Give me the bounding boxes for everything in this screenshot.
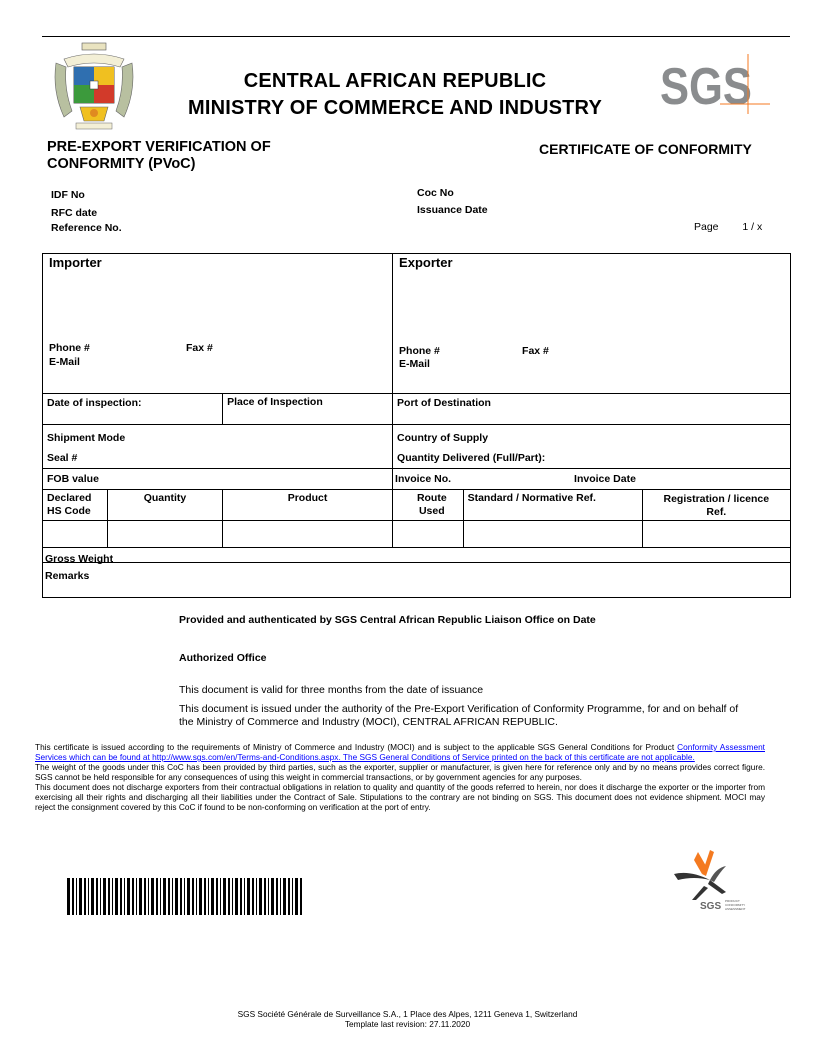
barcode-bar — [180, 878, 182, 915]
barcode-bar — [91, 878, 94, 915]
barcode-bar — [232, 878, 233, 915]
barcode-bar — [175, 878, 178, 915]
page-value: 1 / x — [742, 221, 763, 233]
legal-paragraph-3: This document does not discharge exporters from their contractual obligations in relation to quality and quantity of the goods referred to herein, nor does it discharge the exporter or the importer from exercising all their rights and discharging all their liabilities under the Contract of Sale. Stipulations to the contrary are not binding on SGS. This document does not evidence shipment. MOCI may reject the consignment covered by this CoC if found to be non-conforming on verification at the port of entry. — [35, 782, 765, 812]
footer — [0, 1009, 815, 1029]
invoice-cell — [393, 469, 791, 490]
barcode-bar — [252, 878, 254, 915]
pca-logo-line1: PRODUCT — [725, 899, 740, 903]
port-of-destination: Port of Destination — [393, 394, 791, 425]
barcode-bar — [79, 878, 82, 915]
quantity-delivered-label: Quantity Delivered (Full/Part): — [397, 452, 546, 464]
barcode-bar — [283, 878, 286, 915]
barcode-bar — [120, 878, 122, 915]
sgs-product-conformity-logo — [670, 846, 750, 916]
terms-link[interactable]: Conformity Assessment Services which can be found at http://www.sgs.com/en/Terms-and-Conditions.aspx. The SGS General Conditions of Service printed on the back of this certificate are not applicable. — [35, 742, 765, 762]
barcode-bar — [264, 878, 266, 915]
exporter-fax-label: Fax # — [522, 345, 549, 357]
barcode-bar — [292, 878, 293, 915]
importer-fax-label: Fax # — [186, 342, 213, 354]
exporter-label: Exporter — [399, 255, 453, 270]
barcode-bar — [144, 878, 146, 915]
barcode-bar — [72, 878, 74, 915]
barcode-bar — [172, 878, 173, 915]
col-standard: Standard / Normative Ref. — [463, 490, 642, 521]
provided-by-text: Provided and authenticated by SGS Central African Republic Liaison Office on Date — [179, 614, 596, 626]
date-of-inspection: Date of inspection: — [43, 394, 223, 425]
col-quantity: Quantity — [107, 490, 222, 521]
sgs-logo-text: SGS — [660, 58, 752, 116]
remarks-label: Remarks — [45, 570, 90, 582]
col-route-used: Route Used — [393, 490, 464, 521]
barcode-bar — [184, 878, 185, 915]
top-rule — [42, 36, 790, 37]
gross-weight-label: Gross Weight — [45, 553, 114, 565]
barcode-bar — [84, 878, 86, 915]
sgs-logo — [660, 54, 770, 118]
legal-paragraph-1: This certificate is issued according to the requirements of Ministry of Commerce and Industry (MOCI) and is subject to the applicable SGS General Conditions for Product — [35, 742, 675, 752]
barcode-bar — [67, 878, 70, 915]
barcode-bar — [124, 878, 125, 915]
barcode-bar — [192, 878, 194, 915]
programme-title: PRE-EXPORT VERIFICATION OF CONFORMITY (PVoC) — [47, 139, 271, 172]
page-indicator — [694, 221, 762, 233]
registration-cell — [642, 521, 790, 548]
barcode-bar — [228, 878, 230, 915]
legal-paragraph-2: The weight of the goods under this CoC has been provided by third parties, such as the exporter, supplier or manufacturer, is given here for reference only and by no means provides correct figure. SGS cannot be held responsible for any consequences of using this weight in commercial transactions, or by government agencies for any purposes. — [35, 762, 765, 782]
pca-logo-brand: SGS — [700, 901, 722, 912]
col-hs-code: Declared HS Code — [43, 490, 108, 521]
title-line-1: CENTRAL AFRICAN REPUBLIC — [243, 70, 547, 92]
barcode-bar — [216, 878, 218, 915]
exporter-box — [393, 254, 791, 394]
barcode-bar — [127, 878, 130, 915]
fob-value-label: FOB value — [43, 469, 393, 490]
barcode-bar — [160, 878, 161, 915]
idf-label: IDF No — [51, 189, 85, 201]
barcode-bar — [223, 878, 226, 915]
barcode-bar — [115, 878, 118, 915]
barcode-bar — [271, 878, 274, 915]
certificate-title: CERTIFICATE OF CONFORMITY — [539, 141, 752, 157]
hs-code-cell — [43, 521, 108, 548]
pca-logo-line3: ASSESSMENT — [725, 907, 746, 911]
barcode-bar — [240, 878, 242, 915]
seal-label: Seal # — [47, 452, 78, 464]
invoice-date-label: Invoice Date — [574, 473, 636, 485]
barcode-bar — [300, 878, 302, 915]
importer-box — [43, 254, 393, 394]
barcode-bar — [96, 878, 98, 915]
shipment-mode-label: Shipment Mode — [47, 432, 126, 444]
product-cell — [223, 521, 393, 548]
barcode-bar — [136, 878, 137, 915]
certificate-form — [42, 253, 791, 598]
barcode-bar — [88, 878, 89, 915]
barcode-bar — [235, 878, 238, 915]
barcode-bar — [256, 878, 257, 915]
barcode-bar — [211, 878, 214, 915]
exporter-email-label: E-Mail — [399, 358, 430, 370]
barcode-bar — [295, 878, 298, 915]
quantity-cell — [107, 521, 222, 548]
importer-phone-label: Phone # — [49, 342, 90, 354]
barcode-bar — [108, 878, 110, 915]
barcode-bar — [220, 878, 221, 915]
invoice-no-label: Invoice No. — [395, 473, 452, 485]
coc-label: Coc No — [417, 187, 454, 199]
place-of-inspection: Place of Inspection — [223, 394, 393, 425]
barcode-bar — [100, 878, 101, 915]
barcode-bar — [187, 878, 190, 915]
barcode-bar — [196, 878, 197, 915]
col-registration: Registration / licence Ref. — [642, 490, 790, 521]
barcode-bar — [151, 878, 154, 915]
route-cell — [393, 521, 464, 548]
reference-label: Reference No. — [51, 222, 122, 234]
authorized-office-label: Authorized Office — [179, 652, 267, 664]
barcode-bar — [168, 878, 170, 915]
barcode-bar — [132, 878, 134, 915]
barcode-bar — [244, 878, 245, 915]
importer-label: Importer — [49, 255, 102, 270]
col-product: Product — [223, 490, 393, 521]
barcode-bar — [156, 878, 158, 915]
standard-cell — [463, 521, 642, 548]
barcode-bar — [76, 878, 77, 915]
country-of-supply-label: Country of Supply — [397, 432, 489, 444]
supply-cell — [393, 425, 791, 469]
barcode-bar — [288, 878, 290, 915]
exporter-phone-label: Phone # — [399, 345, 440, 357]
issuance-label: Issuance Date — [417, 204, 488, 216]
weight-remarks-cell — [43, 548, 791, 598]
barcode-bar — [204, 878, 206, 915]
barcode-bar — [247, 878, 250, 915]
barcode — [67, 878, 304, 915]
footer-revision: Template last revision: 27.11.2020 — [344, 1019, 471, 1029]
barcode-bar — [208, 878, 209, 915]
barcode-bar — [268, 878, 269, 915]
shipment-cell — [43, 425, 393, 469]
barcode-bar — [139, 878, 142, 915]
barcode-bar — [112, 878, 113, 915]
barcode-bar — [259, 878, 262, 915]
barcode-bar — [103, 878, 106, 915]
page-label: Page — [694, 221, 719, 233]
footer-address: SGS Société Générale de Surveillance S.A., 1 Place des Alpes, 1211 Geneva 1, Switzerland — [237, 1009, 578, 1019]
barcode-bar — [148, 878, 149, 915]
barcode-bar — [163, 878, 166, 915]
importer-email-label: E-Mail — [49, 356, 80, 368]
authority-text: This document is issued under the authority of the Pre-Export Verification of Conformity Programme, for and on behalf of the Ministry of Commerce and Industry (MOCI), CENTRAL AFRICAN REPUBLIC. — [179, 703, 739, 728]
barcode-bar — [280, 878, 281, 915]
legal-notice — [35, 742, 765, 812]
validity-text: This document is valid for three months from the date of issuance — [179, 684, 484, 696]
barcode-bar — [199, 878, 202, 915]
barcode-bar — [276, 878, 278, 915]
title-line-2: MINISTRY OF COMMERCE AND INDUSTRY — [187, 97, 602, 119]
pca-logo-line2: CONFORMITY — [725, 903, 746, 907]
rfc-label: RFC date — [51, 207, 98, 219]
